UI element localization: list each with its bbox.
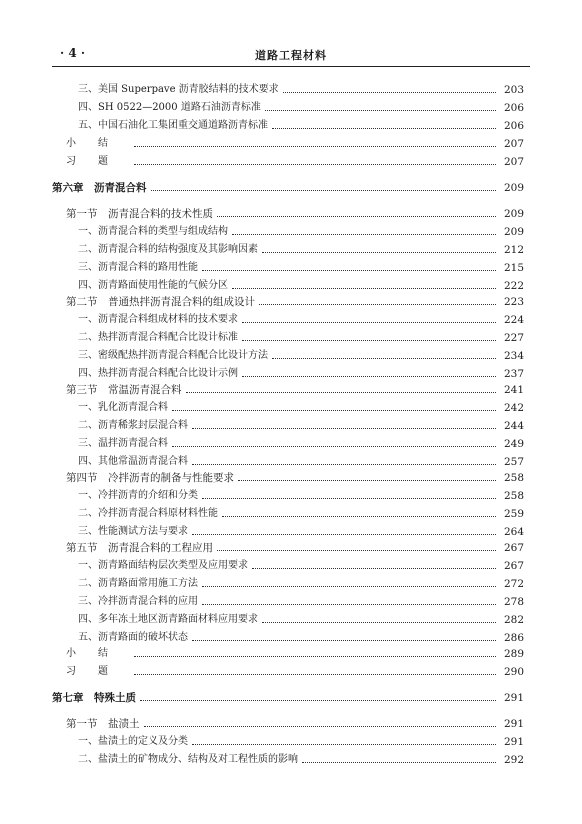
running-header <box>52 44 530 67</box>
toc-entry-title: 三、美国 Superpave 沥青胶结料的技术要求 <box>78 84 279 95</box>
toc-subsection-row[interactable] <box>52 347 524 363</box>
toc-dot-leader <box>134 674 496 675</box>
toc-entry-title: 三、性能测试方法与要求 <box>78 526 188 537</box>
toc-subsection-row[interactable] <box>52 417 524 433</box>
toc-entry-title: 第四节 冷拌沥青的制备与性能要求 <box>66 472 234 484</box>
toc-dot-leader <box>242 322 496 323</box>
toc-entry-page: 292 <box>503 754 524 766</box>
toc-subsection-row[interactable] <box>52 453 524 469</box>
toc-summary-row[interactable] <box>52 153 524 169</box>
toc-dot-leader <box>192 534 496 535</box>
toc-dot-leader <box>192 464 496 465</box>
toc-dot-leader <box>172 446 496 447</box>
toc-dot-leader <box>192 428 496 429</box>
toc-dot-leader <box>202 586 496 587</box>
toc-chapter-row[interactable] <box>52 179 524 195</box>
toc-entry-title: 四、SH 0522—2000 道路石油沥青标准 <box>78 102 261 113</box>
toc-entry-page: 259 <box>503 508 524 520</box>
toc-entry-page: 224 <box>503 314 524 326</box>
toc-entry-page: 242 <box>503 402 524 414</box>
toc-entry-page: 203 <box>503 84 524 96</box>
toc-dot-leader <box>202 270 496 271</box>
toc-dot-leader <box>242 376 496 377</box>
toc-dot-leader <box>172 410 496 411</box>
toc-dot-leader <box>232 234 496 235</box>
toc-dot-leader <box>144 726 497 727</box>
toc-entry-title: 三、温拌沥青混合料 <box>78 438 168 449</box>
toc-entry-page: 286 <box>503 632 524 644</box>
toc-subsection-row[interactable] <box>52 629 524 645</box>
toc-dot-leader <box>302 762 496 763</box>
toc-entry-title: 第七章 特殊土质 <box>52 692 136 704</box>
toc-dot-leader <box>265 110 496 111</box>
toc-entry-title: 二、沥青路面常用施工方法 <box>78 578 198 589</box>
toc-subsection-row[interactable] <box>52 733 524 749</box>
toc-entry-title: 一、乳化沥青混合料 <box>78 402 168 413</box>
toc-subsection-row[interactable] <box>52 557 524 573</box>
toc-entry-title: 五、沥青路面的破坏状态 <box>78 632 188 643</box>
toc-entry-page: 257 <box>503 456 524 468</box>
toc-dot-leader <box>217 216 496 217</box>
toc-dot-leader <box>259 304 496 305</box>
toc-subsection-row[interactable] <box>52 435 524 451</box>
toc-entry-title: 一、沥青混合料组成材料的技术要求 <box>78 314 238 325</box>
toc-entry-title: 第六章 沥青混合料 <box>52 182 147 194</box>
toc-entry-title: 四、沥青路面使用性能的气候分区 <box>78 280 228 291</box>
toc-entry-page: 223 <box>503 296 524 308</box>
toc-dot-leader <box>283 92 496 93</box>
toc-subsection-row[interactable] <box>52 81 524 97</box>
toc-dot-leader <box>202 604 496 605</box>
toc-entry-page: 289 <box>503 648 524 660</box>
toc-subsection-row[interactable] <box>52 259 524 275</box>
toc-section-row[interactable] <box>52 469 524 485</box>
toc-dot-leader <box>262 252 496 253</box>
toc-entry-page: 206 <box>503 102 524 114</box>
toc-subsection-row[interactable] <box>52 487 524 503</box>
toc-entry-title: 一、冷拌沥青的介绍和分类 <box>78 490 198 501</box>
page-number: · 4 · <box>60 46 86 60</box>
toc-summary-row[interactable] <box>52 663 524 679</box>
toc-entry-page: 291 <box>503 718 524 730</box>
toc-entry-title: 第三节 常温沥青混合料 <box>66 384 182 396</box>
toc-entry-title: 小结 <box>66 648 130 659</box>
toc-entry-title: 第五节 沥青混合料的工程应用 <box>66 542 213 554</box>
toc-subsection-row[interactable] <box>52 505 524 521</box>
toc-entry-page: 209 <box>503 226 524 238</box>
toc-subsection-row[interactable] <box>52 117 524 133</box>
toc-dot-leader <box>134 656 496 657</box>
toc-dot-leader <box>222 516 496 517</box>
toc-entry-page: 209 <box>503 182 524 194</box>
toc-entry-title: 二、沥青混合料的结构强度及其影响因素 <box>78 244 258 255</box>
toc-entry-page: 267 <box>503 542 524 554</box>
toc-subsection-row[interactable] <box>52 399 524 415</box>
toc-subsection-row[interactable] <box>52 365 524 381</box>
toc-subsection-row[interactable] <box>52 575 524 591</box>
toc-subsection-row[interactable] <box>52 241 524 257</box>
toc-dot-leader <box>192 640 496 641</box>
toc-subsection-row[interactable] <box>52 751 524 767</box>
toc-entry-title: 三、密级配热拌沥青混合料配合比设计方法 <box>78 350 268 361</box>
toc-section-row[interactable] <box>52 381 524 397</box>
book-title: 道路工程材料 <box>255 49 327 62</box>
toc-entry-page: 244 <box>503 420 524 432</box>
toc-chapter-row[interactable] <box>52 689 524 705</box>
toc-entry-page: 237 <box>503 368 524 380</box>
toc-entry-page: 272 <box>503 578 524 590</box>
toc-dot-leader <box>242 340 496 341</box>
toc-entry-title: 习题 <box>66 666 130 677</box>
toc-dot-leader <box>238 480 496 481</box>
toc-entry-page: 207 <box>503 156 524 168</box>
toc-subsection-row[interactable] <box>52 329 524 345</box>
toc-entry-title: 习题 <box>66 156 130 167</box>
toc-entry-page: 290 <box>503 666 524 678</box>
toc-subsection-row[interactable] <box>52 611 524 627</box>
toc-section-row[interactable] <box>52 205 524 221</box>
toc-dot-leader <box>134 164 496 165</box>
toc-entry-page: 209 <box>503 208 524 220</box>
toc-entry-page: 291 <box>503 736 524 748</box>
toc-entry-title: 三、沥青混合料的路用性能 <box>78 262 198 273</box>
toc-entry-title: 第一节 盐渍土 <box>66 718 140 730</box>
toc-dot-leader <box>262 622 496 623</box>
toc-entry-title: 二、冷拌沥青混合料原材料性能 <box>78 508 218 519</box>
toc-entry-title: 一、盐渍土的定义及分类 <box>78 736 188 747</box>
toc-entry-title: 四、其他常温沥青混合料 <box>78 456 188 467</box>
toc-entry-title: 二、热拌沥青混合料配合比设计标准 <box>78 332 238 343</box>
toc-entry-title: 一、沥青混合料的类型与组成结构 <box>78 226 228 237</box>
toc-entry-title: 二、沥青稀浆封层混合料 <box>78 420 188 431</box>
toc-entry-page: 258 <box>503 472 524 484</box>
toc-entry-page: 258 <box>503 490 524 502</box>
toc-entry-title: 小结 <box>66 138 130 149</box>
toc-dot-leader <box>272 358 496 359</box>
toc-entry-page: 278 <box>503 596 524 608</box>
toc-entry-page: 212 <box>503 244 524 256</box>
toc-subsection-row[interactable] <box>52 99 524 115</box>
toc-dot-leader <box>217 550 496 551</box>
toc-entry-title: 五、中国石油化工集团重交通道路沥青标准 <box>78 120 268 131</box>
toc-entry-title: 一、沥青路面结构层次类型及应用要求 <box>78 560 248 571</box>
toc-entry-title: 三、冷拌沥青混合料的应用 <box>78 596 198 607</box>
toc-entry-page: 234 <box>503 350 524 362</box>
toc-subsection-row[interactable] <box>52 593 524 609</box>
toc-dot-leader <box>192 744 496 745</box>
toc-entry-title: 四、热拌沥青混合料配合比设计示例 <box>78 368 238 379</box>
toc-entry-page: 215 <box>503 262 524 274</box>
toc-entry-title: 第二节 普通热拌沥青混合料的组成设计 <box>66 296 255 308</box>
toc-entry-page: 207 <box>503 138 524 150</box>
toc-section-row[interactable] <box>52 715 524 731</box>
toc-entry-page: 291 <box>503 692 524 704</box>
toc-entry-title: 二、盐渍土的矿物成分、结构及对工程性质的影响 <box>78 754 298 765</box>
toc-summary-row[interactable] <box>52 645 524 661</box>
toc-dot-leader <box>252 568 496 569</box>
toc-section-row[interactable] <box>52 293 524 309</box>
toc-dot-leader <box>272 128 496 129</box>
toc-entry-page: 241 <box>503 384 524 396</box>
toc-entry-page: 267 <box>503 560 524 572</box>
toc-entry-title: 四、多年冻土地区沥青路面材料应用要求 <box>78 614 258 625</box>
toc-subsection-row[interactable] <box>52 311 524 327</box>
toc-entry-page: 206 <box>503 120 524 132</box>
toc-section-row[interactable] <box>52 539 524 555</box>
toc-entry-page: 264 <box>503 526 524 538</box>
toc-summary-row[interactable] <box>52 135 524 151</box>
toc-subsection-row[interactable] <box>52 223 524 239</box>
toc-subsection-row[interactable] <box>52 523 524 539</box>
toc-dot-leader <box>140 700 496 701</box>
toc-entry-page: 227 <box>503 332 524 344</box>
toc-dot-leader <box>186 392 497 393</box>
toc-entry-title: 第一节 沥青混合料的技术性质 <box>66 208 213 220</box>
toc-dot-leader <box>232 288 496 289</box>
toc-dot-leader <box>202 498 496 499</box>
toc-dot-leader <box>134 146 496 147</box>
toc-entry-page: 282 <box>503 614 524 626</box>
toc-entry-page: 222 <box>503 280 524 292</box>
toc-dot-leader <box>151 190 497 191</box>
toc-subsection-row[interactable] <box>52 277 524 293</box>
toc-entry-page: 249 <box>503 438 524 450</box>
